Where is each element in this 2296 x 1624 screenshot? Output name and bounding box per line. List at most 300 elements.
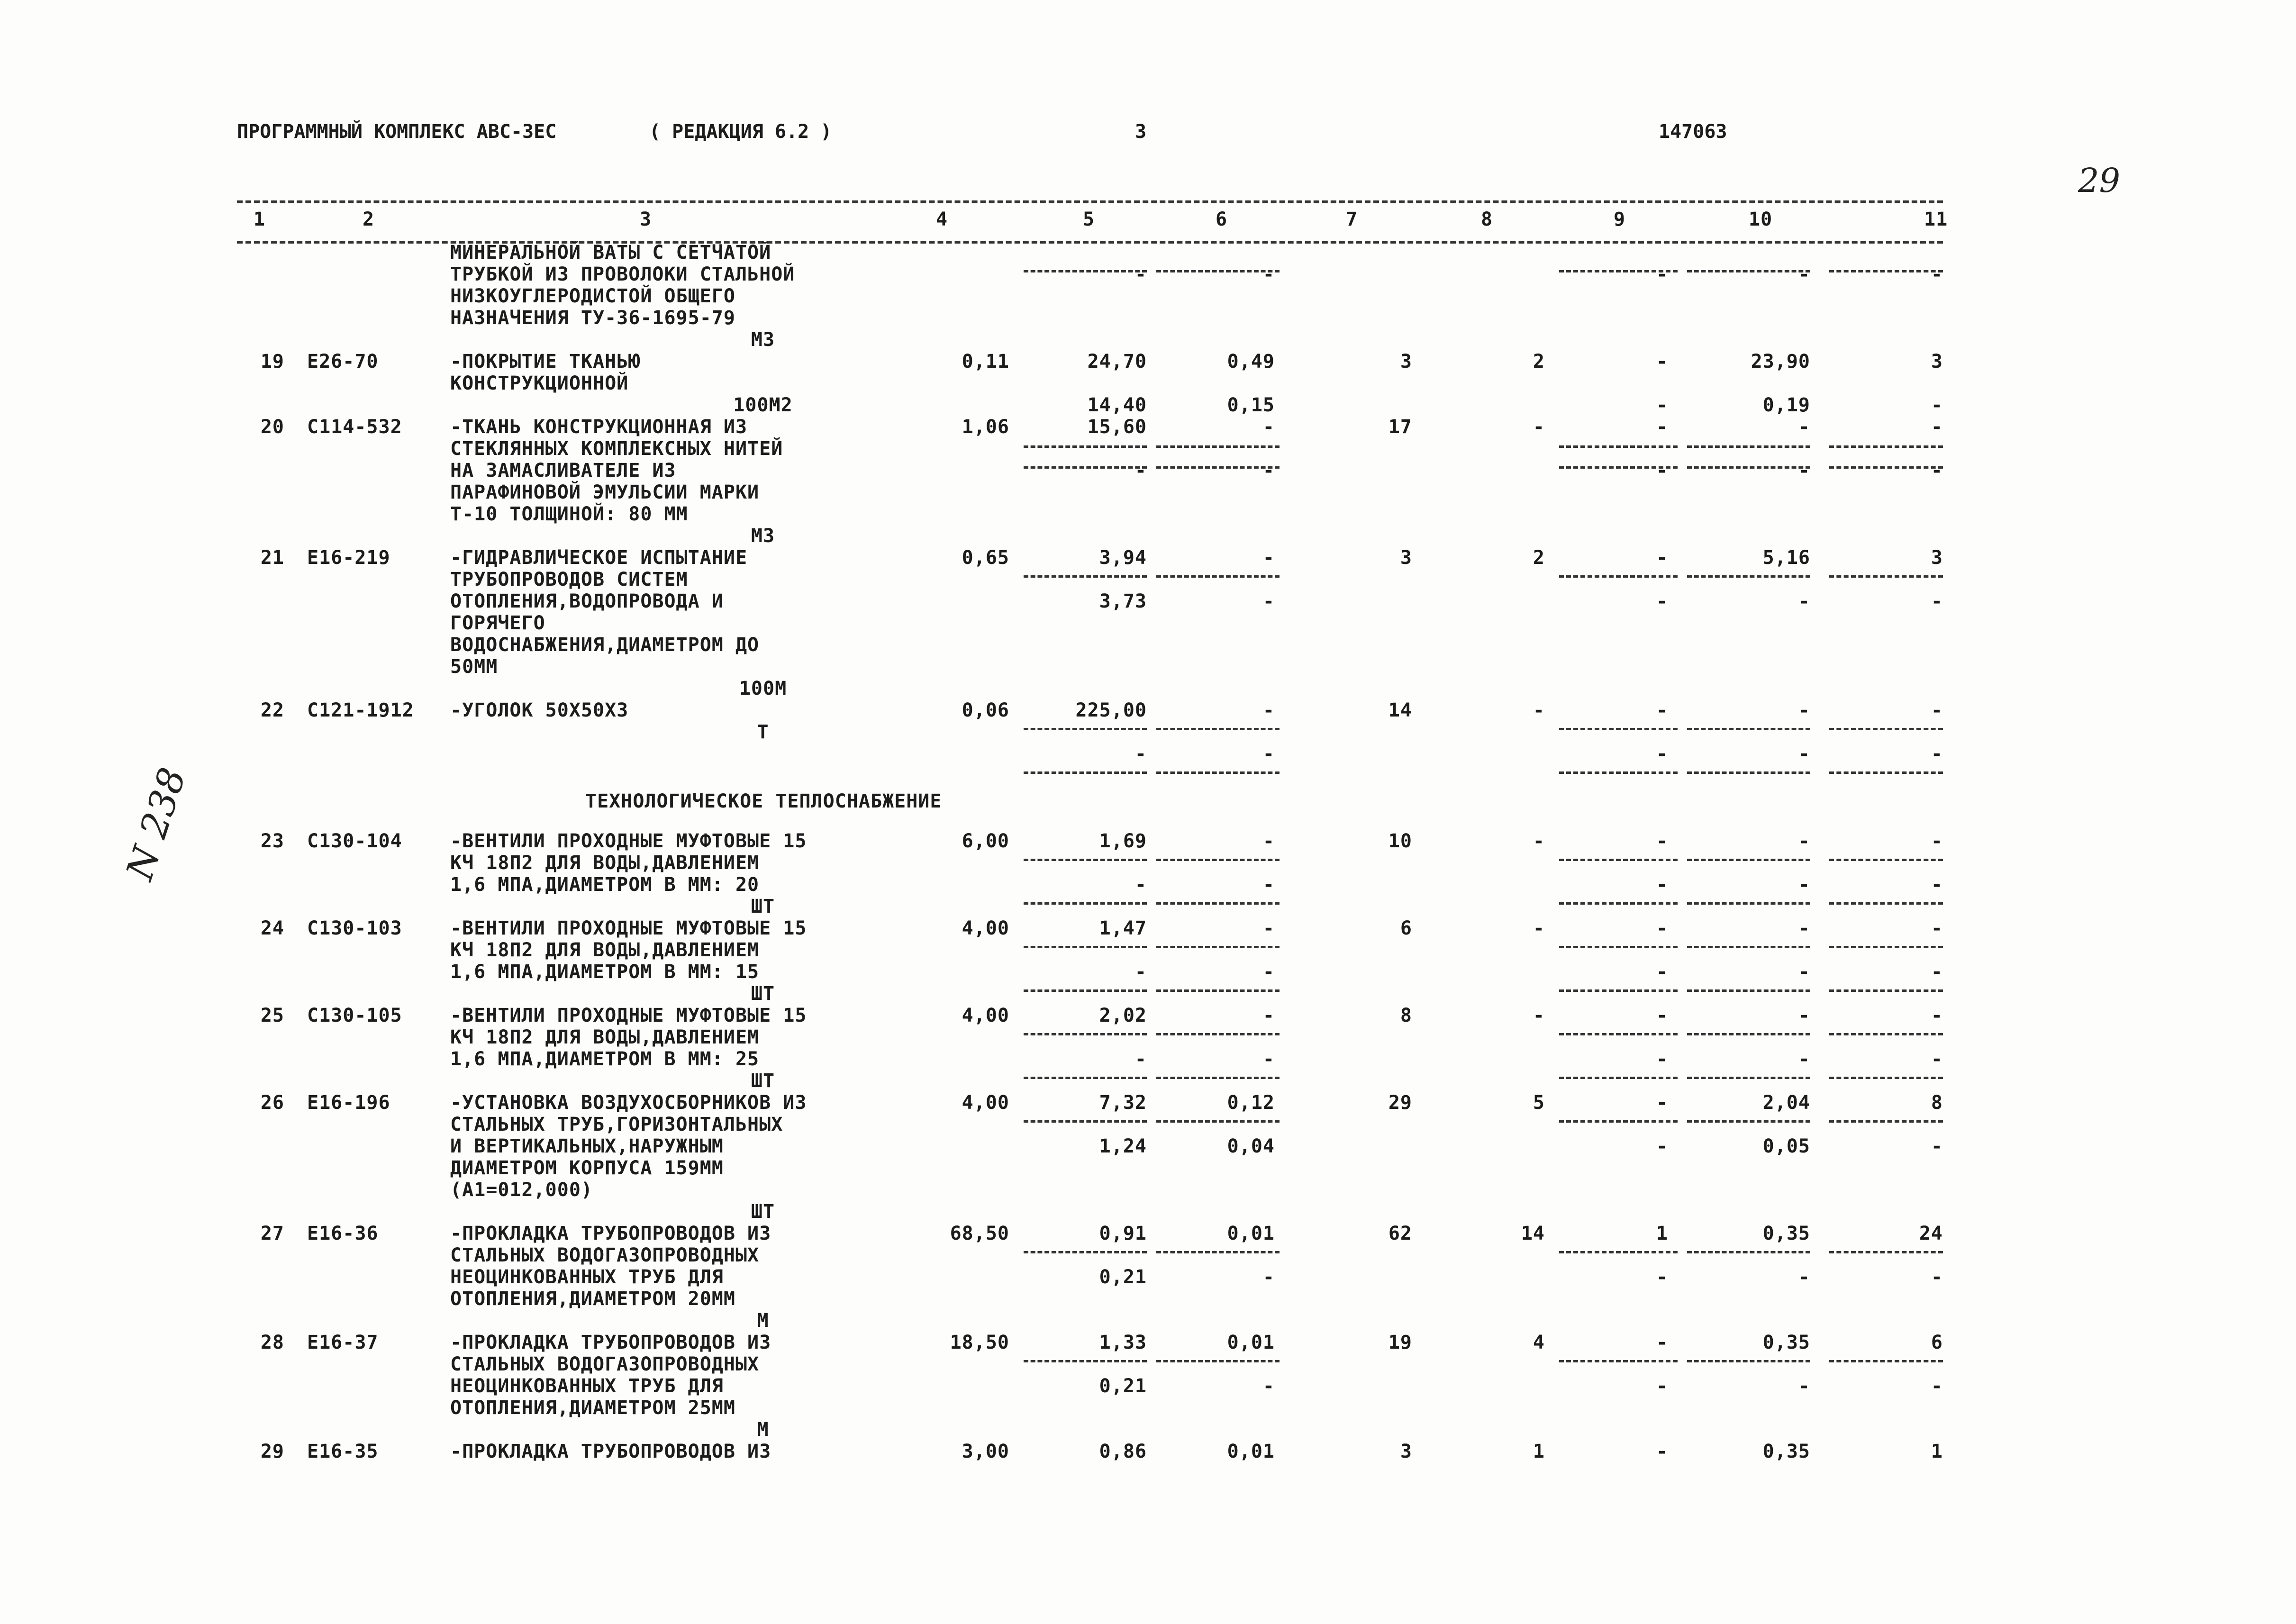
cell-col-5: 14,40 (1087, 394, 1147, 416)
value-underline-secondary (1687, 771, 1810, 774)
unit-label: ШТ (751, 1201, 775, 1223)
value-underline (1559, 859, 1678, 861)
value-underline (1559, 728, 1678, 730)
cell-col-10: - (1798, 1048, 1810, 1070)
value-underline (1559, 575, 1678, 578)
value-underline (1156, 1033, 1280, 1035)
cell-col-9: - (1656, 699, 1668, 721)
cell-col-3: -ТКАНЬ КОНСТРУКЦИОННАЯ ИЗ (450, 416, 748, 438)
value-underline (1559, 1120, 1678, 1123)
cell-col-6: - (1262, 874, 1275, 896)
cell-col-3: ПАРАФИНОВОЙ ЭМУЛЬСИИ МАРКИ (450, 481, 760, 503)
column-header-11: 11 (1924, 209, 1948, 230)
cell-col-5: 0,91 (1099, 1223, 1147, 1244)
cell-col-3: ТРУБОПРОВОДОВ СИСТЕМ (450, 569, 688, 590)
cell-col-3: ОТОПЛЕНИЯ,ВОДОПРОВОДА И (450, 590, 724, 612)
cell-col-11: - (1931, 1005, 1943, 1026)
cell-col-1: 21 (260, 547, 284, 569)
cell-col-5: - (1134, 874, 1147, 896)
value-underline (1559, 445, 1678, 448)
cell-col-10: 0,35 (1762, 1441, 1810, 1462)
cell-col-7: 6 (1400, 917, 1412, 939)
cell-col-5: 1,33 (1099, 1332, 1147, 1353)
cell-col-3: -ВЕНТИЛИ ПРОХОДНЫЕ МУФТОВЫЕ 15 (450, 830, 807, 852)
cell-col-10: - (1798, 830, 1810, 852)
unit-label: 100М2 (733, 394, 793, 416)
cell-col-5: 1,47 (1099, 917, 1147, 939)
cell-col-1: 23 (260, 830, 284, 852)
cell-col-9: - (1656, 874, 1668, 896)
cell-col-1: 29 (260, 1441, 284, 1462)
cell-col-7: 3 (1400, 547, 1412, 569)
cell-col-11: - (1931, 590, 1943, 612)
value-underline (1024, 859, 1147, 861)
cell-col-3: И ВЕРТИКАЛЬНЫХ,НАРУЖНЫМ (450, 1135, 724, 1157)
value-underline (1687, 1120, 1810, 1123)
value-underline (1559, 1251, 1678, 1253)
cell-col-4: 0,11 (962, 351, 1009, 372)
column-header-3: 3 (640, 209, 652, 230)
cell-col-3: -ПРОКЛАДКА ТРУБОПРОВОДОВ ИЗ (450, 1223, 771, 1244)
cell-col-8: 14 (1521, 1223, 1545, 1244)
cell-col-9: - (1656, 1048, 1668, 1070)
cell-col-3: ТРУБКОЙ ИЗ ПРОВОЛОКИ СТАЛЬНОЙ (450, 263, 795, 285)
cell-col-3: НЕОЦИНКОВАННЫХ ТРУБ ДЛЯ (450, 1375, 724, 1397)
cell-col-11: - (1931, 743, 1943, 765)
value-underline-secondary (1156, 1077, 1280, 1079)
cell-col-6: 0,01 (1227, 1223, 1275, 1244)
unit-label: М3 (751, 525, 775, 547)
value-underline (1024, 1360, 1147, 1362)
cell-col-9: - (1656, 263, 1668, 285)
value-underline (1687, 946, 1810, 948)
value-underline-secondary (1024, 466, 1147, 469)
cell-col-3: СТАЛЬНЫХ ТРУБ,ГОРИЗОНТАЛЬНЫХ (450, 1114, 783, 1135)
value-underline-secondary (1559, 989, 1678, 992)
cell-col-7: 3 (1400, 1441, 1412, 1462)
cell-col-3: МИНЕРАЛЬНОЙ ВАТЫ С СЕТЧАТОЙ (450, 242, 771, 263)
value-underline (1687, 1251, 1810, 1253)
cell-col-8: 1 (1533, 1441, 1545, 1462)
cell-col-6: 0,49 (1227, 351, 1275, 372)
cell-col-3: -ПРОКЛАДКА ТРУБОПРОВОДОВ ИЗ (450, 1441, 771, 1462)
value-underline (1829, 728, 1943, 730)
cell-col-11: 3 (1931, 351, 1943, 372)
cell-col-9: - (1656, 961, 1668, 983)
value-underline-secondary (1559, 466, 1678, 469)
unit-label: 100М (739, 678, 787, 699)
header-rule-top (237, 200, 1943, 203)
cell-col-3: 50ММ (450, 656, 498, 678)
cell-col-2: Е16-196 (307, 1092, 390, 1114)
value-underline (1829, 1120, 1943, 1123)
value-underline (1024, 445, 1147, 448)
cell-col-7: 29 (1388, 1092, 1412, 1114)
cell-col-6: - (1262, 590, 1275, 612)
cell-col-5: 0,21 (1099, 1375, 1147, 1397)
column-header-10: 10 (1749, 209, 1773, 230)
cell-col-11: - (1931, 917, 1943, 939)
cell-col-10: 5,16 (1762, 547, 1810, 569)
cell-col-3: КОНСТРУКЦИОННОЙ (450, 372, 629, 394)
program-title: ПРОГРАММНЫЙ КОМПЛЕКС АВС-ЗЕС (237, 121, 557, 143)
value-underline (1156, 445, 1280, 448)
cell-col-3: НИЗКОУГЛЕРОДИСТОЙ ОБЩЕГО (450, 285, 735, 307)
value-underline (1156, 1360, 1280, 1362)
value-underline-secondary (1024, 771, 1147, 774)
cell-col-11: 8 (1931, 1092, 1943, 1114)
cell-col-10: - (1798, 460, 1810, 481)
value-underline (1687, 859, 1810, 861)
cell-col-5: 2,02 (1099, 1005, 1147, 1026)
unit-label: ШТ (751, 1070, 775, 1092)
value-underline-secondary (1687, 466, 1810, 469)
cell-col-4: 4,00 (962, 917, 1009, 939)
value-underline (1687, 728, 1810, 730)
cell-col-3: -ПРОКЛАДКА ТРУБОПРОВОДОВ ИЗ (450, 1332, 771, 1353)
cell-col-11: - (1931, 416, 1943, 438)
cell-col-5: 1,24 (1099, 1135, 1147, 1157)
value-underline-secondary (1687, 989, 1810, 992)
value-underline (1156, 270, 1280, 272)
cell-col-1: 24 (260, 917, 284, 939)
cell-col-3: ГОРЯЧЕГО (450, 612, 545, 634)
cell-col-4: 18,50 (950, 1332, 1009, 1353)
cell-col-3: -ВЕНТИЛИ ПРОХОДНЫЕ МУФТОВЫЕ 15 (450, 917, 807, 939)
unit-label: ШТ (751, 983, 775, 1005)
cell-col-9: - (1656, 1375, 1668, 1397)
cell-col-6: 0,15 (1227, 394, 1275, 416)
value-underline (1024, 728, 1147, 730)
cell-col-10: - (1798, 917, 1810, 939)
cell-col-10: - (1798, 1375, 1810, 1397)
cell-col-3: ОТОПЛЕНИЯ,ДИАМЕТРОМ 25ММ (450, 1397, 735, 1419)
cell-col-10: - (1798, 263, 1810, 285)
cell-col-10: 0,35 (1762, 1332, 1810, 1353)
cell-col-8: 2 (1533, 547, 1545, 569)
cell-col-3: СТАЛЬНЫХ ВОДОГАЗОПРОВОДНЫХ (450, 1353, 760, 1375)
cell-col-7: 14 (1388, 699, 1412, 721)
cell-col-6: - (1262, 1005, 1275, 1026)
cell-col-3: НЕОЦИНКОВАННЫХ ТРУБ ДЛЯ (450, 1266, 724, 1288)
cell-col-9: - (1656, 1266, 1668, 1288)
cell-col-6: 0,01 (1227, 1441, 1275, 1462)
page-number: 3 (1135, 121, 1147, 143)
cell-col-5: 15,60 (1087, 416, 1147, 438)
cell-col-4: 6,00 (962, 830, 1009, 852)
unit-label: М3 (751, 329, 775, 351)
value-underline-secondary (1559, 902, 1678, 905)
column-header-6: 6 (1216, 209, 1228, 230)
value-underline-secondary (1156, 466, 1280, 469)
cell-col-1: 27 (260, 1223, 284, 1244)
value-underline-secondary (1024, 989, 1147, 992)
cell-col-1: 22 (260, 699, 284, 721)
value-underline-secondary (1156, 771, 1280, 774)
value-underline (1559, 1360, 1678, 1362)
cell-col-1: 28 (260, 1332, 284, 1353)
unit-label: М (757, 1310, 769, 1332)
cell-col-9: - (1656, 917, 1668, 939)
value-underline (1024, 270, 1147, 272)
cell-col-6: 0,12 (1227, 1092, 1275, 1114)
cell-col-6: - (1262, 460, 1275, 481)
cell-col-11: 24 (1919, 1223, 1943, 1244)
cell-col-11: - (1931, 1375, 1943, 1397)
value-underline (1829, 859, 1943, 861)
cell-col-4: 4,00 (962, 1092, 1009, 1114)
cell-col-1: 25 (260, 1005, 284, 1026)
value-underline-secondary (1156, 902, 1280, 905)
cell-col-3: ОТОПЛЕНИЯ,ДИАМЕТРОМ 20ММ (450, 1288, 735, 1310)
handwritten-side-mark: N 238 (118, 762, 195, 885)
unit-label: М (757, 1419, 769, 1441)
column-header-4: 4 (936, 209, 948, 230)
value-underline-secondary (1829, 989, 1943, 992)
cell-col-4: 4,00 (962, 1005, 1009, 1026)
cell-col-8: - (1533, 830, 1545, 852)
cell-col-11: - (1931, 1048, 1943, 1070)
edition-label: ( РЕДАКЦИЯ 6.2 ) (649, 121, 832, 143)
column-header-1: 1 (254, 209, 266, 230)
value-underline-secondary (1024, 1077, 1147, 1079)
cell-col-2: Е16-36 (307, 1223, 379, 1244)
value-underline (1156, 728, 1280, 730)
cell-col-11: - (1931, 1135, 1943, 1157)
column-header-5: 5 (1083, 209, 1095, 230)
unit-label: ШТ (751, 896, 775, 917)
value-underline (1156, 946, 1280, 948)
cell-col-8: - (1533, 416, 1545, 438)
cell-col-11: - (1931, 460, 1943, 481)
cell-col-2: Е16-219 (307, 547, 390, 569)
cell-col-2: Е16-37 (307, 1332, 379, 1353)
value-underline-secondary (1829, 1077, 1943, 1079)
cell-col-8: - (1533, 1005, 1545, 1026)
cell-col-10: - (1798, 874, 1810, 896)
cell-col-7: 19 (1388, 1332, 1412, 1353)
cell-col-6: - (1262, 1048, 1275, 1070)
cell-col-6: - (1262, 961, 1275, 983)
value-underline (1687, 270, 1810, 272)
cell-col-3: НАЗНАЧЕНИЯ ТУ-36-1695-79 (450, 307, 735, 329)
cell-col-3: -УГОЛОК 50Х50Х3 (450, 699, 629, 721)
cell-col-10: - (1798, 961, 1810, 983)
cell-col-11: - (1931, 699, 1943, 721)
cell-col-7: 17 (1388, 416, 1412, 438)
cell-col-11: 1 (1931, 1441, 1943, 1462)
value-underline (1559, 946, 1678, 948)
cell-col-10: - (1798, 743, 1810, 765)
cell-col-8: - (1533, 917, 1545, 939)
cell-col-3: СТАЛЬНЫХ ВОДОГАЗОПРОВОДНЫХ (450, 1244, 760, 1266)
cell-col-3: 1,6 МПА,ДИАМЕТРОМ В ММ: 20 (450, 874, 760, 896)
value-underline (1829, 445, 1943, 448)
cell-col-5: 7,32 (1099, 1092, 1147, 1114)
section-title: ТЕХНОЛОГИЧЕСКОЕ ТЕПЛОСНАБЖЕНИЕ (585, 790, 942, 812)
cell-col-3: ВОДОСНАБЖЕНИЯ,ДИАМЕТРОМ ДО (450, 634, 760, 656)
cell-col-5: - (1134, 460, 1147, 481)
cell-col-10: 0,05 (1762, 1135, 1810, 1157)
cell-col-3: -ГИДРАВЛИЧЕСКОЕ ИСПЫТАНИЕ (450, 547, 748, 569)
cell-col-10: - (1798, 416, 1810, 438)
value-underline (1024, 575, 1147, 578)
cell-col-1: 19 (260, 351, 284, 372)
unit-label: Т (757, 721, 769, 743)
cell-col-9: - (1656, 1332, 1668, 1353)
cell-col-11: - (1931, 394, 1943, 416)
cell-col-9: - (1656, 1135, 1668, 1157)
cell-col-5: 1,69 (1099, 830, 1147, 852)
cell-col-6: - (1262, 917, 1275, 939)
value-underline-secondary (1829, 902, 1943, 905)
cell-col-11: - (1931, 1266, 1943, 1288)
value-underline-secondary (1687, 1077, 1810, 1079)
cell-col-7: 3 (1400, 351, 1412, 372)
value-underline-secondary (1559, 1077, 1678, 1079)
cell-col-10: 0,19 (1762, 394, 1810, 416)
value-underline (1829, 1033, 1943, 1035)
value-underline-secondary (1156, 989, 1280, 992)
cell-col-5: - (1134, 743, 1147, 765)
cell-col-11: - (1931, 830, 1943, 852)
value-underline (1829, 1360, 1943, 1362)
value-underline-secondary (1024, 902, 1147, 905)
value-underline (1156, 859, 1280, 861)
cell-col-5: 0,21 (1099, 1266, 1147, 1288)
cell-col-5: 3,73 (1099, 590, 1147, 612)
value-underline (1559, 270, 1678, 272)
cell-col-6: - (1262, 263, 1275, 285)
column-header-2: 2 (363, 209, 375, 230)
cell-col-6: 0,01 (1227, 1332, 1275, 1353)
cell-col-5: 24,70 (1087, 351, 1147, 372)
cell-col-9: - (1656, 1092, 1668, 1114)
cell-col-2: С114-532 (307, 416, 402, 438)
cell-col-3: (А1=012,000) (450, 1179, 593, 1201)
cell-col-5: 225,00 (1075, 699, 1147, 721)
cell-col-10: - (1798, 1266, 1810, 1288)
cell-col-9: - (1656, 590, 1668, 612)
cell-col-1: 20 (260, 416, 284, 438)
cell-col-10: 23,90 (1751, 351, 1810, 372)
cell-col-6: - (1262, 1266, 1275, 1288)
cell-col-9: - (1656, 743, 1668, 765)
cell-col-5: - (1134, 1048, 1147, 1070)
cell-col-4: 68,50 (950, 1223, 1009, 1244)
handwritten-page-mark: 29 (2078, 161, 2121, 200)
value-underline (1829, 1251, 1943, 1253)
value-underline (1024, 946, 1147, 948)
cell-col-2: С130-103 (307, 917, 402, 939)
cell-col-9: - (1656, 1005, 1668, 1026)
cell-col-3: СТЕКЛЯННЫХ КОМПЛЕКСНЫХ НИТЕЙ (450, 438, 783, 460)
value-underline (1829, 575, 1943, 578)
cell-col-11: - (1931, 961, 1943, 983)
cell-col-8: - (1533, 699, 1545, 721)
cell-col-10: - (1798, 590, 1810, 612)
value-underline (1156, 1120, 1280, 1123)
cell-col-3: -УСТАНОВКА ВОЗДУХОСБОРНИКОВ ИЗ (450, 1092, 807, 1114)
cell-col-3: ДИАМЕТРОМ КОРПУСА 159ММ (450, 1157, 724, 1179)
value-underline (1687, 575, 1810, 578)
cell-col-4: 1,06 (962, 416, 1009, 438)
cell-col-9: - (1656, 830, 1668, 852)
cell-col-6: - (1262, 547, 1275, 569)
column-header-8: 8 (1481, 209, 1493, 230)
cell-col-6: - (1262, 416, 1275, 438)
cell-col-2: Е16-35 (307, 1441, 379, 1462)
value-underline (1156, 1251, 1280, 1253)
cell-col-6: - (1262, 1375, 1275, 1397)
cell-col-9: 1 (1656, 1223, 1668, 1244)
cell-col-5: 0,86 (1099, 1441, 1147, 1462)
cell-col-6: - (1262, 699, 1275, 721)
cell-col-5: - (1134, 961, 1147, 983)
cell-col-11: 3 (1931, 547, 1943, 569)
cell-col-8: 4 (1533, 1332, 1545, 1353)
value-underline (1687, 445, 1810, 448)
value-underline (1829, 946, 1943, 948)
value-underline (1024, 1120, 1147, 1123)
value-underline (1829, 270, 1943, 272)
cell-col-11: - (1931, 263, 1943, 285)
column-header-9: 9 (1614, 209, 1626, 230)
cell-col-2: Е26-70 (307, 351, 379, 372)
cell-col-2: С130-104 (307, 830, 402, 852)
cell-col-9: - (1656, 1441, 1668, 1462)
cell-col-9: - (1656, 460, 1668, 481)
value-underline (1024, 1251, 1147, 1253)
cell-col-8: 5 (1533, 1092, 1545, 1114)
cell-col-3: 1,6 МПА,ДИАМЕТРОМ В ММ: 25 (450, 1048, 760, 1070)
cell-col-4: 3,00 (962, 1441, 1009, 1462)
cell-col-2: С130-105 (307, 1005, 402, 1026)
cell-col-3: КЧ 18П2 ДЛЯ ВОДЫ,ДАВЛЕНИЕМ (450, 852, 760, 874)
cell-col-3: -ВЕНТИЛИ ПРОХОДНЫЕ МУФТОВЫЕ 15 (450, 1005, 807, 1026)
cell-col-7: 10 (1388, 830, 1412, 852)
cell-col-3: Т-10 ТОЛЩИНОЙ: 80 ММ (450, 503, 688, 525)
cell-col-3: НА ЗАМАСЛИВАТЕЛЕ ИЗ (450, 460, 676, 481)
cell-col-3: КЧ 18П2 ДЛЯ ВОДЫ,ДАВЛЕНИЕМ (450, 1026, 760, 1048)
cell-col-8: 2 (1533, 351, 1545, 372)
document-number: 147063 (1659, 121, 1727, 143)
value-underline (1687, 1033, 1810, 1035)
cell-col-5: 3,94 (1099, 547, 1147, 569)
cell-col-3: -ПОКРЫТИЕ ТКАНЬЮ (450, 351, 641, 372)
cell-col-5: - (1134, 263, 1147, 285)
value-underline-secondary (1687, 902, 1810, 905)
value-underline-secondary (1829, 771, 1943, 774)
cell-col-7: 8 (1400, 1005, 1412, 1026)
cell-col-6: 0,04 (1227, 1135, 1275, 1157)
value-underline (1559, 1033, 1678, 1035)
column-header-7: 7 (1346, 209, 1358, 230)
cell-col-7: 62 (1388, 1223, 1412, 1244)
value-underline (1156, 575, 1280, 578)
cell-col-10: 2,04 (1762, 1092, 1810, 1114)
cell-col-9: - (1656, 547, 1668, 569)
cell-col-3: КЧ 18П2 ДЛЯ ВОДЫ,ДАВЛЕНИЕМ (450, 939, 760, 961)
cell-col-10: - (1798, 699, 1810, 721)
value-underline-secondary (1559, 771, 1678, 774)
cell-col-11: 6 (1931, 1332, 1943, 1353)
cell-col-9: - (1656, 351, 1668, 372)
value-underline (1687, 1360, 1810, 1362)
cell-col-6: - (1262, 743, 1275, 765)
value-underline (1024, 1033, 1147, 1035)
cell-col-4: 0,65 (962, 547, 1009, 569)
